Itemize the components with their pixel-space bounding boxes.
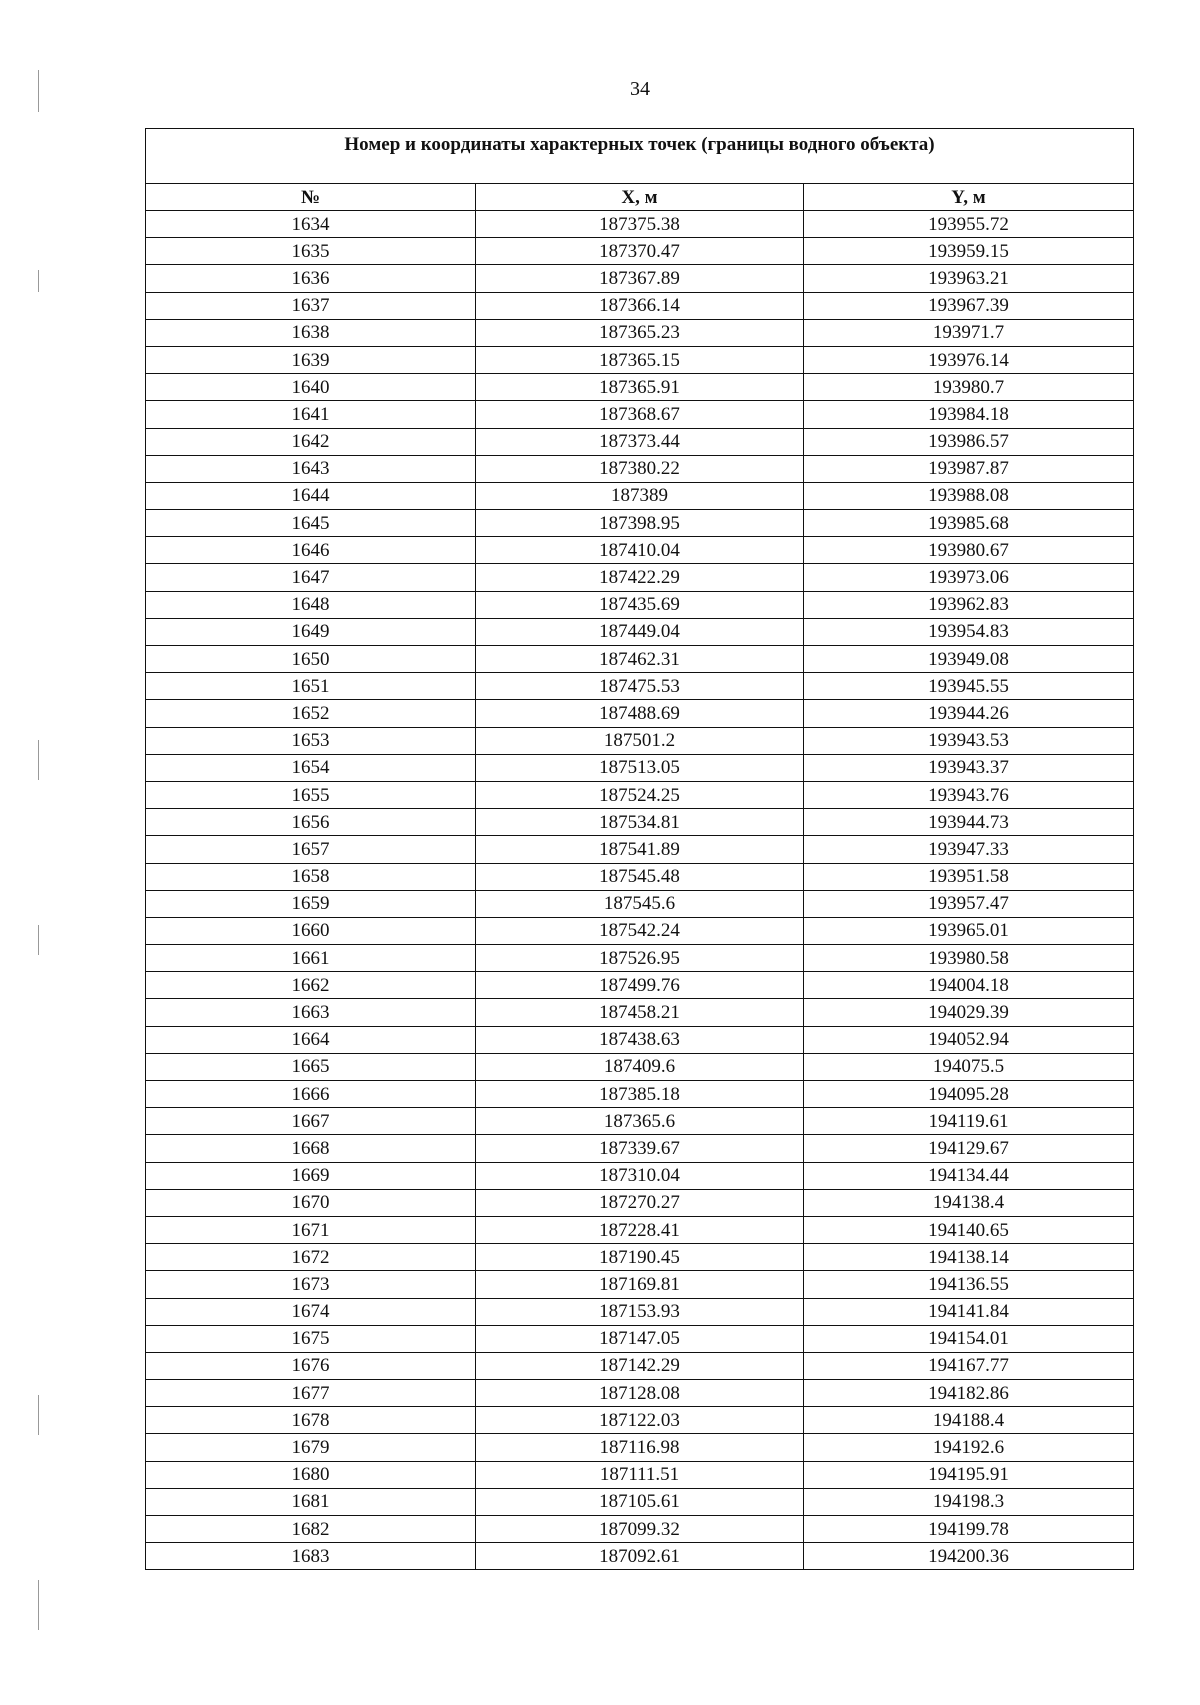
point-number-cell: 1675 (146, 1325, 476, 1352)
table-row (146, 428, 1134, 455)
y-coordinate-cell: 194188.4 (804, 1407, 1134, 1434)
y-coordinate-cell: 194136.55 (804, 1271, 1134, 1298)
table-row (146, 1380, 1134, 1407)
point-number-cell: 1678 (146, 1407, 476, 1434)
table-row (146, 401, 1134, 428)
y-coordinate-cell: 193965.01 (804, 917, 1134, 944)
x-coordinate-cell: 187169.81 (476, 1271, 804, 1298)
y-coordinate-cell: 194192.6 (804, 1434, 1134, 1461)
table-row (146, 863, 1134, 890)
point-number-cell: 1682 (146, 1516, 476, 1543)
x-coordinate-cell: 187365.23 (476, 319, 804, 346)
point-number-cell: 1663 (146, 999, 476, 1026)
y-coordinate-cell: 193962.83 (804, 591, 1134, 618)
x-coordinate-cell: 187545.48 (476, 863, 804, 890)
table-row (146, 646, 1134, 673)
y-coordinate-cell: 193976.14 (804, 346, 1134, 373)
table-row (146, 346, 1134, 373)
x-coordinate-cell: 187526.95 (476, 945, 804, 972)
x-coordinate-cell: 187410.04 (476, 537, 804, 564)
table-row (146, 591, 1134, 618)
x-coordinate-cell: 187365.6 (476, 1108, 804, 1135)
x-coordinate-cell: 187380.22 (476, 455, 804, 482)
y-coordinate-cell: 194182.86 (804, 1380, 1134, 1407)
table-row (146, 1053, 1134, 1080)
table-row (146, 1488, 1134, 1515)
x-coordinate-cell: 187228.41 (476, 1216, 804, 1243)
point-number-cell: 1679 (146, 1434, 476, 1461)
x-coordinate-cell: 187458.21 (476, 999, 804, 1026)
y-coordinate-cell: 193955.72 (804, 211, 1134, 238)
table-row (146, 618, 1134, 645)
point-number-cell: 1636 (146, 265, 476, 292)
y-coordinate-cell: 194154.01 (804, 1325, 1134, 1352)
point-number-cell: 1664 (146, 1026, 476, 1053)
table-row (146, 211, 1134, 238)
y-coordinate-cell: 193949.08 (804, 646, 1134, 673)
x-coordinate-cell: 187385.18 (476, 1081, 804, 1108)
table-row (146, 455, 1134, 482)
y-coordinate-cell: 194119.61 (804, 1108, 1134, 1135)
x-coordinate-cell: 187122.03 (476, 1407, 804, 1434)
x-coordinate-cell: 187475.53 (476, 673, 804, 700)
point-number-cell: 1669 (146, 1162, 476, 1189)
x-coordinate-cell: 187449.04 (476, 618, 804, 645)
table-row (146, 781, 1134, 808)
x-coordinate-cell: 187541.89 (476, 836, 804, 863)
x-coordinate-cell: 187375.38 (476, 211, 804, 238)
point-number-cell: 1642 (146, 428, 476, 455)
y-coordinate-cell: 193985.68 (804, 510, 1134, 537)
point-number-cell: 1646 (146, 537, 476, 564)
point-number-cell: 1649 (146, 618, 476, 645)
table-row (146, 1407, 1134, 1434)
x-coordinate-cell: 187111.51 (476, 1461, 804, 1488)
table-row (146, 1026, 1134, 1053)
point-number-cell: 1681 (146, 1488, 476, 1515)
table-row (146, 1298, 1134, 1325)
point-number-cell: 1674 (146, 1298, 476, 1325)
point-number-cell: 1637 (146, 292, 476, 319)
table-row (146, 1189, 1134, 1216)
table-row (146, 238, 1134, 265)
x-coordinate-cell: 187128.08 (476, 1380, 804, 1407)
table-row (146, 1244, 1134, 1271)
x-coordinate-cell: 187545.6 (476, 890, 804, 917)
point-number-cell: 1658 (146, 863, 476, 890)
y-coordinate-cell: 193944.73 (804, 809, 1134, 836)
x-coordinate-cell: 187270.27 (476, 1189, 804, 1216)
point-number-cell: 1653 (146, 727, 476, 754)
y-coordinate-cell: 193944.26 (804, 700, 1134, 727)
y-coordinate-cell: 193943.37 (804, 754, 1134, 781)
point-number-cell: 1683 (146, 1543, 476, 1570)
table-row (146, 537, 1134, 564)
table-row (146, 1135, 1134, 1162)
point-number-cell: 1662 (146, 972, 476, 999)
scan-mark (38, 740, 39, 780)
x-coordinate-cell: 187368.67 (476, 401, 804, 428)
y-coordinate-cell: 194138.14 (804, 1244, 1134, 1271)
table-row (146, 999, 1134, 1026)
point-number-cell: 1655 (146, 781, 476, 808)
x-coordinate-cell: 187409.6 (476, 1053, 804, 1080)
table-row (146, 510, 1134, 537)
table-row (146, 374, 1134, 401)
y-coordinate-cell: 193963.21 (804, 265, 1134, 292)
y-coordinate-cell: 193986.57 (804, 428, 1134, 455)
x-coordinate-cell: 187370.47 (476, 238, 804, 265)
table-row (146, 482, 1134, 509)
table-row (146, 564, 1134, 591)
point-number-cell: 1672 (146, 1244, 476, 1271)
point-number-cell: 1641 (146, 401, 476, 428)
x-coordinate-cell: 187365.91 (476, 374, 804, 401)
point-number-cell: 1650 (146, 646, 476, 673)
y-coordinate-cell: 194029.39 (804, 999, 1134, 1026)
point-number-cell: 1647 (146, 564, 476, 591)
y-coordinate-cell: 194167.77 (804, 1352, 1134, 1379)
y-coordinate-cell: 194004.18 (804, 972, 1134, 999)
y-coordinate-cell: 193959.15 (804, 238, 1134, 265)
scan-mark (38, 1395, 39, 1435)
x-coordinate-cell: 187116.98 (476, 1434, 804, 1461)
coordinates-table (145, 128, 1134, 1570)
x-coordinate-cell: 187513.05 (476, 754, 804, 781)
x-coordinate-cell: 187501.2 (476, 727, 804, 754)
y-coordinate-cell: 194140.65 (804, 1216, 1134, 1243)
y-coordinate-cell: 193984.18 (804, 401, 1134, 428)
point-number-cell: 1645 (146, 510, 476, 537)
table-row (146, 1081, 1134, 1108)
point-number-cell: 1673 (146, 1271, 476, 1298)
y-coordinate-cell: 193945.55 (804, 673, 1134, 700)
x-coordinate-cell: 187099.32 (476, 1516, 804, 1543)
scan-mark (38, 270, 39, 292)
table-row (146, 890, 1134, 917)
x-coordinate-cell: 187373.44 (476, 428, 804, 455)
y-coordinate-cell: 193943.53 (804, 727, 1134, 754)
table-body (146, 211, 1134, 1570)
x-coordinate-cell: 187092.61 (476, 1543, 804, 1570)
x-coordinate-cell: 187105.61 (476, 1488, 804, 1515)
page-number: 34 (630, 78, 650, 100)
x-coordinate-cell: 187435.69 (476, 591, 804, 618)
table-row (146, 1162, 1134, 1189)
x-coordinate-cell: 187389 (476, 482, 804, 509)
column-header-y: Y, м (804, 184, 1134, 211)
y-coordinate-cell: 194198.3 (804, 1488, 1134, 1515)
x-coordinate-cell: 187438.63 (476, 1026, 804, 1053)
table-row (146, 809, 1134, 836)
y-coordinate-cell: 194138.4 (804, 1189, 1134, 1216)
x-coordinate-cell: 187534.81 (476, 809, 804, 836)
y-coordinate-cell: 194199.78 (804, 1516, 1134, 1543)
y-coordinate-cell: 193954.83 (804, 618, 1134, 645)
x-coordinate-cell: 187310.04 (476, 1162, 804, 1189)
table-row (146, 1271, 1134, 1298)
x-coordinate-cell: 187524.25 (476, 781, 804, 808)
coordinates-table-container (145, 128, 1133, 1570)
x-coordinate-cell: 187339.67 (476, 1135, 804, 1162)
table-row (146, 319, 1134, 346)
table-row (146, 836, 1134, 863)
point-number-cell: 1677 (146, 1380, 476, 1407)
y-coordinate-cell: 193973.06 (804, 564, 1134, 591)
point-number-cell: 1640 (146, 374, 476, 401)
x-coordinate-cell: 187190.45 (476, 1244, 804, 1271)
point-number-cell: 1668 (146, 1135, 476, 1162)
point-number-cell: 1639 (146, 346, 476, 373)
table-row (146, 972, 1134, 999)
x-coordinate-cell: 187153.93 (476, 1298, 804, 1325)
scan-mark (38, 1580, 39, 1630)
y-coordinate-cell: 194095.28 (804, 1081, 1134, 1108)
y-coordinate-cell: 194200.36 (804, 1543, 1134, 1570)
x-coordinate-cell: 187366.14 (476, 292, 804, 319)
y-coordinate-cell: 193980.7 (804, 374, 1134, 401)
point-number-cell: 1665 (146, 1053, 476, 1080)
table-row (146, 1352, 1134, 1379)
x-coordinate-cell: 187499.76 (476, 972, 804, 999)
x-coordinate-cell: 187462.31 (476, 646, 804, 673)
point-number-cell: 1660 (146, 917, 476, 944)
point-number-cell: 1671 (146, 1216, 476, 1243)
point-number-cell: 1666 (146, 1081, 476, 1108)
table-row (146, 1108, 1134, 1135)
point-number-cell: 1676 (146, 1352, 476, 1379)
y-coordinate-cell: 193957.47 (804, 890, 1134, 917)
table-row (146, 1461, 1134, 1488)
point-number-cell: 1667 (146, 1108, 476, 1135)
point-number-cell: 1644 (146, 482, 476, 509)
point-number-cell: 1670 (146, 1189, 476, 1216)
x-coordinate-cell: 187488.69 (476, 700, 804, 727)
table-row (146, 673, 1134, 700)
y-coordinate-cell: 193947.33 (804, 836, 1134, 863)
column-header-x: X, м (476, 184, 804, 211)
y-coordinate-cell: 194195.91 (804, 1461, 1134, 1488)
table-row (146, 727, 1134, 754)
point-number-cell: 1680 (146, 1461, 476, 1488)
table-row (146, 700, 1134, 727)
y-coordinate-cell: 193967.39 (804, 292, 1134, 319)
table-row (146, 292, 1134, 319)
point-number-cell: 1643 (146, 455, 476, 482)
table-row (146, 1325, 1134, 1352)
y-coordinate-cell: 194141.84 (804, 1298, 1134, 1325)
y-coordinate-cell: 193971.7 (804, 319, 1134, 346)
table-row (146, 265, 1134, 292)
point-number-cell: 1634 (146, 211, 476, 238)
x-coordinate-cell: 187542.24 (476, 917, 804, 944)
x-coordinate-cell: 187365.15 (476, 346, 804, 373)
y-coordinate-cell: 193980.67 (804, 537, 1134, 564)
point-number-cell: 1652 (146, 700, 476, 727)
point-number-cell: 1648 (146, 591, 476, 618)
table-row (146, 1516, 1134, 1543)
point-number-cell: 1638 (146, 319, 476, 346)
y-coordinate-cell: 194075.5 (804, 1053, 1134, 1080)
table-header-row (146, 184, 1134, 211)
x-coordinate-cell: 187398.95 (476, 510, 804, 537)
x-coordinate-cell: 187142.29 (476, 1352, 804, 1379)
x-coordinate-cell: 187147.05 (476, 1325, 804, 1352)
y-coordinate-cell: 194134.44 (804, 1162, 1134, 1189)
table-row (146, 945, 1134, 972)
point-number-cell: 1651 (146, 673, 476, 700)
table-row (146, 754, 1134, 781)
table-row (146, 1216, 1134, 1243)
table-row (146, 1543, 1134, 1570)
table-row (146, 917, 1134, 944)
column-header-number: № (146, 184, 476, 211)
point-number-cell: 1635 (146, 238, 476, 265)
point-number-cell: 1656 (146, 809, 476, 836)
scan-mark (38, 925, 39, 955)
table-title: Номер и координаты характерных точек (границы водного объекта) (146, 129, 1134, 184)
point-number-cell: 1659 (146, 890, 476, 917)
point-number-cell: 1654 (146, 754, 476, 781)
y-coordinate-cell: 194129.67 (804, 1135, 1134, 1162)
y-coordinate-cell: 193988.08 (804, 482, 1134, 509)
y-coordinate-cell: 193943.76 (804, 781, 1134, 808)
table-row (146, 1434, 1134, 1461)
table-title-row (146, 129, 1134, 184)
point-number-cell: 1657 (146, 836, 476, 863)
x-coordinate-cell: 187422.29 (476, 564, 804, 591)
y-coordinate-cell: 193951.58 (804, 863, 1134, 890)
x-coordinate-cell: 187367.89 (476, 265, 804, 292)
point-number-cell: 1661 (146, 945, 476, 972)
y-coordinate-cell: 193987.87 (804, 455, 1134, 482)
y-coordinate-cell: 193980.58 (804, 945, 1134, 972)
y-coordinate-cell: 194052.94 (804, 1026, 1134, 1053)
